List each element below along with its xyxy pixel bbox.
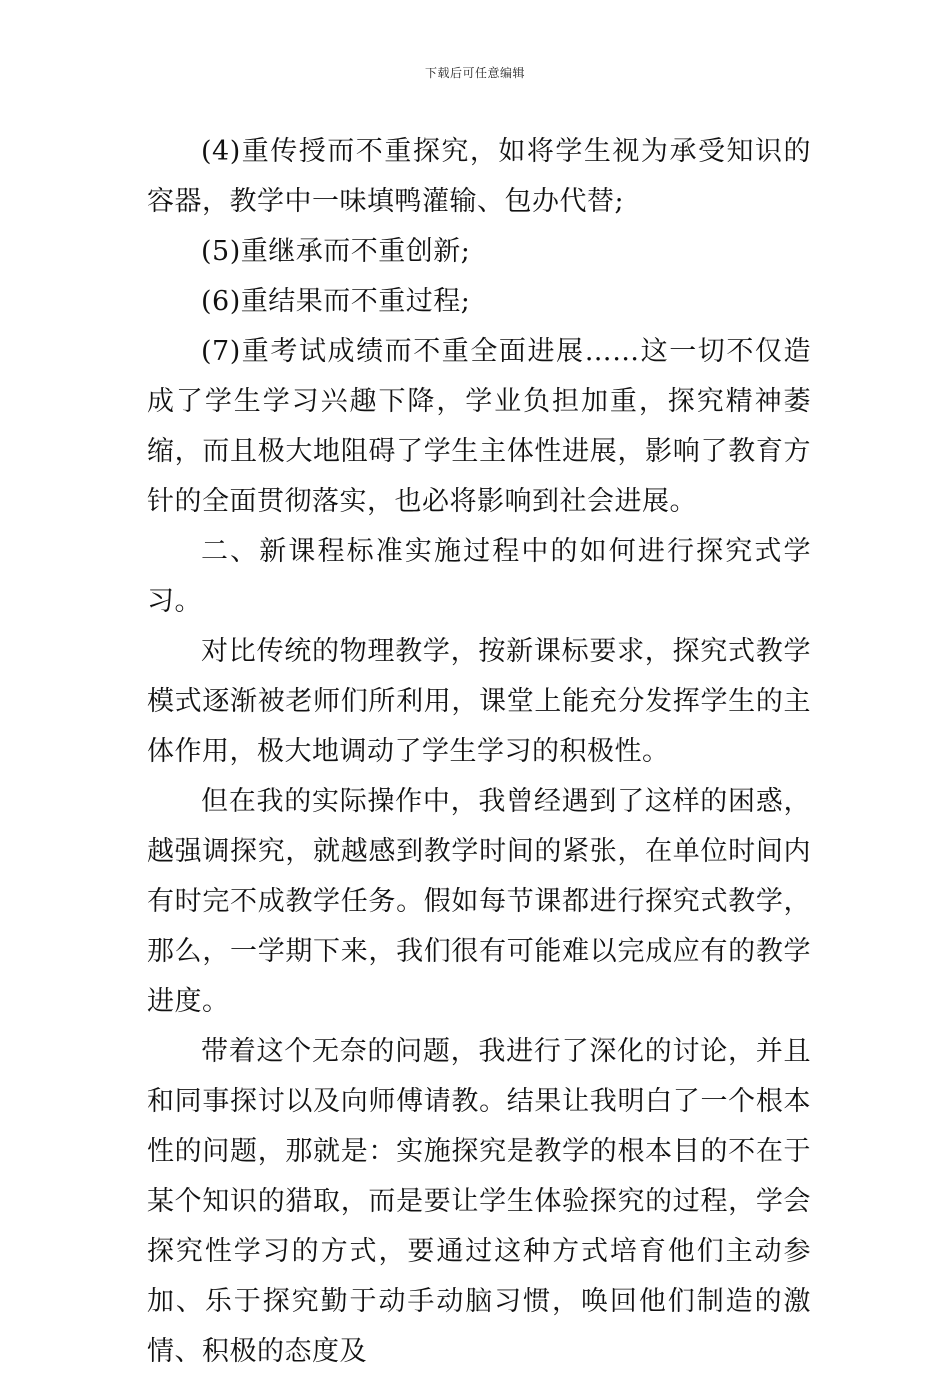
paragraph: (7)重考试成绩而不重全面进展……这一切不仅造成了学生学习兴趣下降，学业负担加重，探究精神萎缩，而且极大地阻碍了学生主体性进展，影响了教育方针的全面贯彻落实，也必将影响到社会进展。 bbox=[147, 336, 811, 517]
page-header: 下载后可任意编辑 bbox=[424, 66, 525, 80]
paragraph: 但在我的实际操作中，我曾经遇到了这样的困惑，越强调探究，就越感到教学时间的紧张，在单位时间内有时完不成教学任务。假如每节课都进行探究式教学，那么，一学期下来，我们很有可能难以完成应有的教学进度。 bbox=[147, 786, 811, 1017]
section-heading: 二、新课程标准实施过程中的如何进行探究式学习。 bbox=[147, 536, 811, 617]
document-body bbox=[147, 127, 811, 1377]
paragraph: (6)重结果而不重过程; bbox=[201, 286, 471, 317]
paragraph: 对比传统的物理教学，按新课标要求，探究式教学模式逐渐被老师们所利用，课堂上能充分发挥学生的主体作用，极大地调动了学生学习的积极性。 bbox=[147, 636, 811, 767]
paragraph: (5)重继承而不重创新; bbox=[201, 236, 471, 267]
paragraph: 带着这个无奈的问题，我进行了深化的讨论，并且和同事探讨以及向师傅请教。结果让我明白了一个根本性的问题，那就是：实施探究是教学的根本目的不在于某个知识的猎取，而是要让学生体验探究的过程，学会探究性学习的方式，要通过这种方式培育他们主动参加、乐于探究勤于动手动脑习惯，唤回他们制造的激情、积极的态度及 bbox=[147, 1036, 811, 1367]
paragraph: (4)重传授而不重探究，如将学生视为承受知识的容器，教学中一味填鸭灌输、包办代替; bbox=[147, 136, 811, 217]
